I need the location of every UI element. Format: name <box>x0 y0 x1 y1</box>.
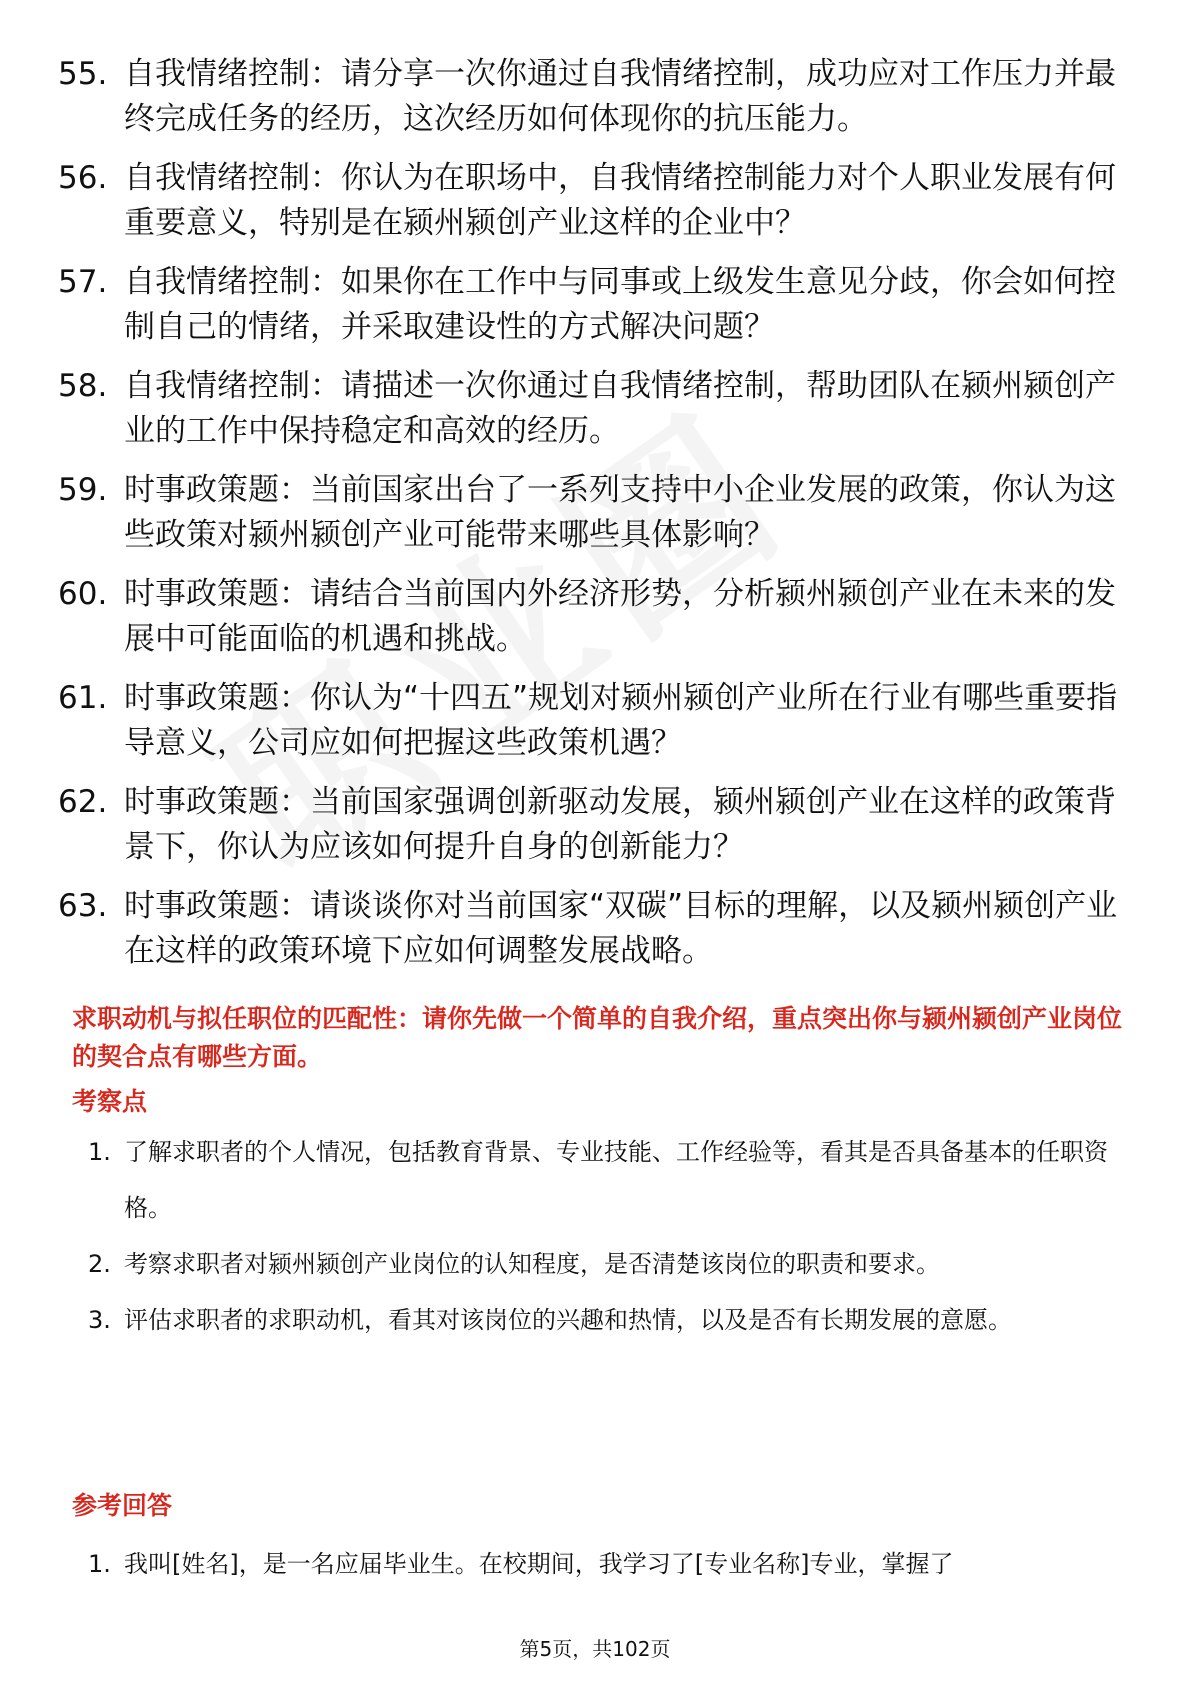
list-item-number: 3. <box>88 1306 111 1334</box>
question-item <box>58 364 1138 454</box>
question-item <box>58 156 1138 246</box>
list-item-text: 我叫[姓名]，是一名应届毕业生。在校期间，我学习了[专业名称]专业，掌握了 <box>124 1550 954 1578</box>
question-number: 62. <box>58 784 108 820</box>
list-item <box>88 1292 1128 1348</box>
list-item <box>88 1236 1128 1292</box>
question-text: 自我情绪控制：请描述一次你通过自我情绪控制，帮助团队在颍州颍创产业的工作中保持稳定和高效的经历。 <box>124 368 1116 449</box>
question-text: 时事政策题：当前国家出台了一系列支持中小企业发展的政策，你认为这些政策对颍州颍创产业可能带来哪些具体影响？ <box>124 472 1116 553</box>
question-item <box>58 260 1138 350</box>
exam-points-list <box>88 1124 1128 1348</box>
question-list <box>58 52 1138 988</box>
question-text: 时事政策题：当前国家强调创新驱动发展，颍州颍创产业在这样的政策背景下，你认为应该如何提升自身的创新能力？ <box>124 784 1116 865</box>
exam-points-heading: 考察点 <box>72 1087 148 1116</box>
question-text: 时事政策题：请谈谈你对当前国家“双碳”目标的理解，以及颍州颍创产业在这样的政策环境下应如何调整发展战略。 <box>124 888 1118 969</box>
list-item <box>88 1536 1128 1592</box>
question-number: 57. <box>58 264 108 300</box>
question-item <box>58 52 1138 142</box>
question-item <box>58 572 1138 662</box>
question-number: 60. <box>58 576 108 612</box>
list-item-number: 1. <box>88 1550 111 1578</box>
question-text: 自我情绪控制：如果你在工作中与同事或上级发生意见分歧，你会如何控制自己的情绪，并采取建设性的方式解决问题？ <box>124 264 1116 345</box>
question-text: 时事政策题：请结合当前国内外经济形势，分析颍州颍创产业在未来的发展中可能面临的机遇和挑战。 <box>124 576 1116 657</box>
reference-answer-heading: 参考回答 <box>72 1491 173 1520</box>
question-item <box>58 468 1138 558</box>
question-number: 63. <box>58 888 108 924</box>
section-title: 求职动机与拟任职位的匹配性：请你先做一个简单的自我介绍，重点突出你与颍州颍创产业岗位的契合点有哪些方面。 <box>72 1004 1123 1071</box>
question-number: 59. <box>58 472 108 508</box>
question-number: 56. <box>58 160 108 196</box>
question-number: 61. <box>58 680 108 716</box>
question-item <box>58 780 1138 870</box>
question-text: 时事政策题：你认为“十四五”规划对颍州颍创产业所在行业有哪些重要指导意义，公司应如何把握这些政策机遇？ <box>124 680 1118 761</box>
list-item-number: 1. <box>88 1138 111 1166</box>
question-number: 58. <box>58 368 108 404</box>
list-item <box>88 1124 1128 1236</box>
list-item-text: 了解求职者的个人情况，包括教育背景、专业技能、工作经验等，看其是否具备基本的任职资格。 <box>124 1138 1108 1222</box>
question-item <box>58 884 1138 974</box>
question-number: 55. <box>58 56 108 92</box>
question-text: 自我情绪控制：请分享一次你通过自我情绪控制，成功应对工作压力并最终完成任务的经历，这次经历如何体现你的抗压能力。 <box>124 56 1116 137</box>
question-item <box>58 676 1138 766</box>
page-footer: 第5页，共102页 <box>519 1637 671 1661</box>
list-item-text: 考察求职者对颍州颍创产业岗位的认知程度，是否清楚该岗位的职责和要求。 <box>124 1250 940 1278</box>
list-item-number: 2. <box>88 1250 111 1278</box>
question-text: 自我情绪控制：你认为在职场中，自我情绪控制能力对个人职业发展有何重要意义，特别是在颍州颍创产业这样的企业中？ <box>124 160 1116 241</box>
reference-answer-list <box>88 1536 1128 1592</box>
list-item-text: 评估求职者的求职动机，看其对该岗位的兴趣和热情，以及是否有长期发展的意愿。 <box>124 1306 1012 1334</box>
